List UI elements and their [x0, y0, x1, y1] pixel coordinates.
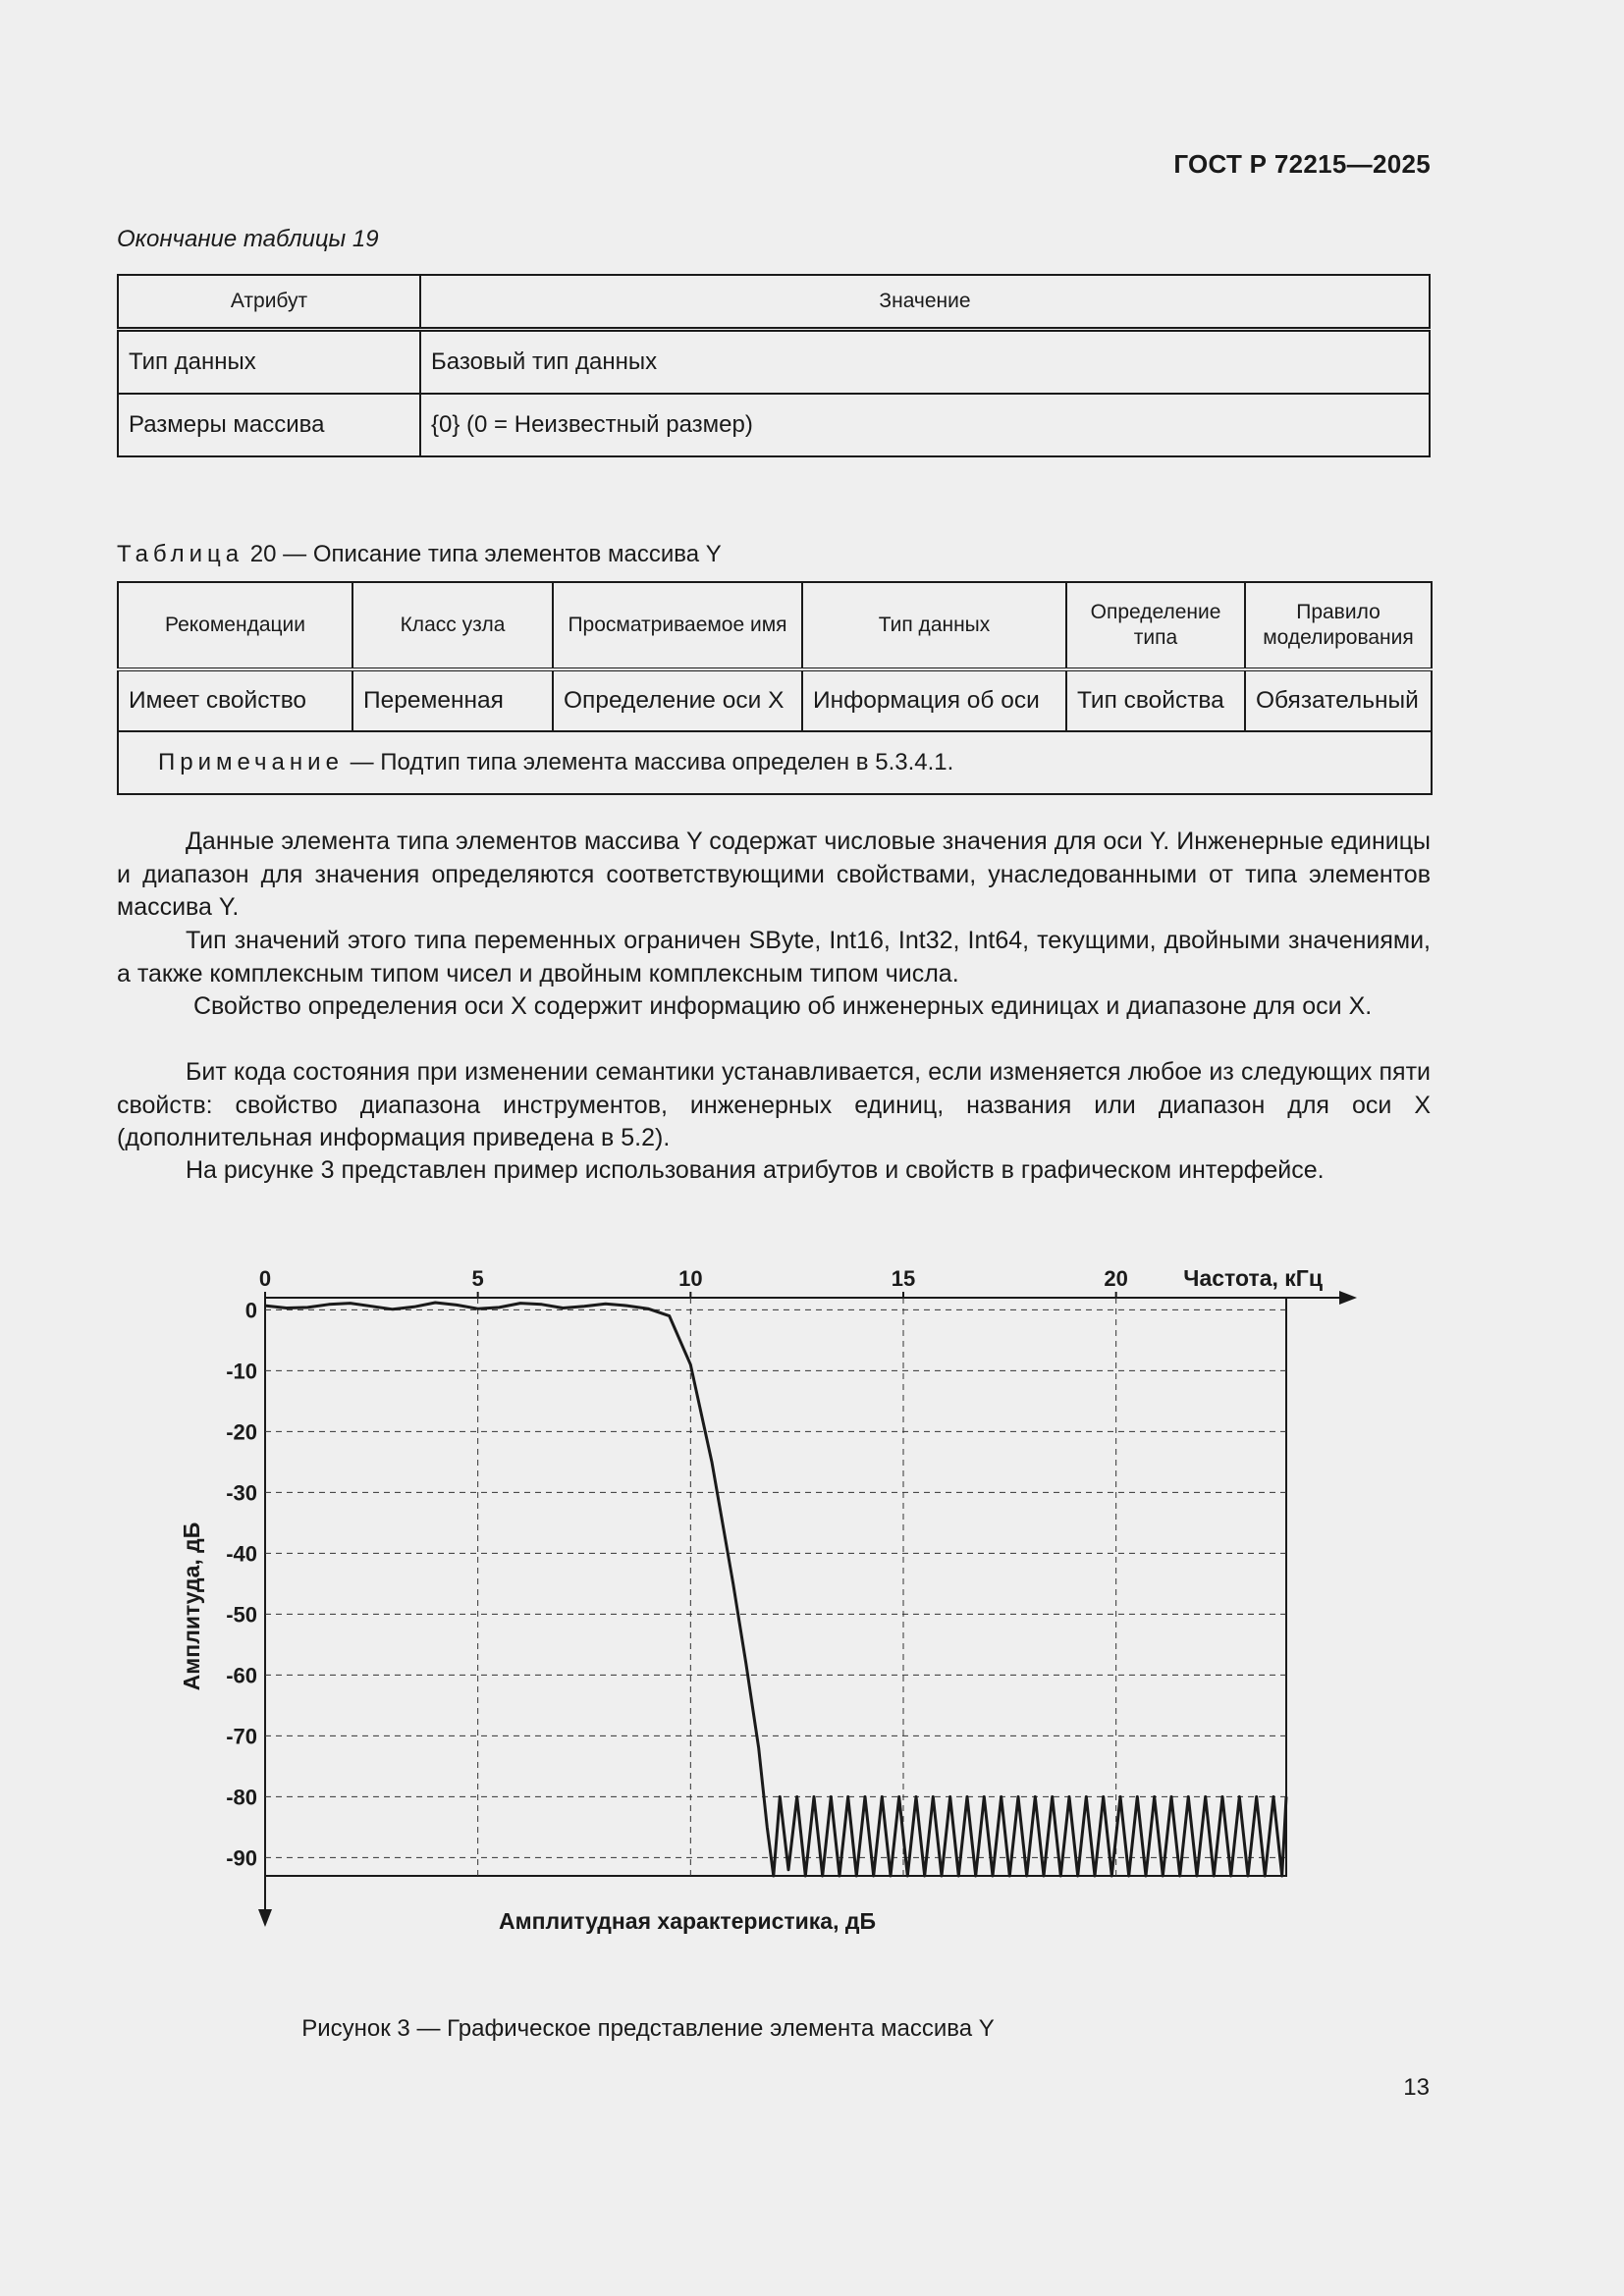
y-tick-label: -80	[226, 1785, 257, 1810]
table-20-header: Определение типа	[1066, 582, 1245, 669]
table-cell: {0} (0 = Неизвестный размер)	[420, 394, 1430, 456]
y-tick-label: -60	[226, 1663, 257, 1688]
table-19-header-attribute: Атрибут	[118, 275, 420, 330]
table-20-title	[117, 541, 722, 568]
table-20-header: Рекомендации	[118, 582, 352, 669]
table-20-note-text: — Подтип типа элемента массива определен в 5.3.4.1.	[343, 749, 954, 775]
table-cell: Тип данных	[118, 330, 420, 395]
body-paragraph-1: Данные элемента типа элементов массива Y содержат числовые значения для оси Y. Инженерные единицы и диапазон для значения определяются соответствующими свойствами, унаследованными от типа элементов массива Y.	[117, 828, 1431, 921]
table-cell: Определение оси X	[553, 669, 802, 731]
body-paragraph-5: На рисунке 3 представлен пример использования атрибутов и свойств в графическом интерфейсе.	[186, 1156, 1325, 1184]
table-row	[118, 330, 1430, 395]
body-paragraph-3: Свойство определения оси X содержит информацию об инженерных единицах и диапазоне для оси X.	[193, 992, 1373, 1020]
x-axis-arrow	[1339, 1291, 1357, 1305]
page-number: 13	[1403, 2074, 1430, 2101]
table-cell: Имеет свойство	[118, 669, 352, 731]
table-20-title-word: Таблица	[117, 541, 244, 567]
amplitude-response-chart	[167, 1256, 1384, 1963]
document-header: ГОСТ Р 72215—2025	[1173, 149, 1431, 179]
table-20-header: Класс узла	[352, 582, 553, 669]
x-tick-label: 0	[258, 1266, 272, 1291]
table-19-continuation-label: Окончание таблицы 19	[117, 226, 379, 252]
y-tick-label: -50	[226, 1602, 257, 1628]
y-tick-label: 0	[244, 1298, 257, 1323]
table-19	[117, 274, 1431, 457]
table-cell: Информация об оси	[802, 669, 1066, 731]
plot-frame	[265, 1298, 1286, 1876]
y-tick-label: -90	[226, 1845, 257, 1871]
y-axis-arrow	[258, 1909, 272, 1927]
body-paragraph-2: Тип значений этого типа переменных ограничен SByte, Int16, Int32, Int64, текущими, двойными значениями, а также комплексным типом чисел и двойным комплексным типом числа.	[117, 927, 1431, 988]
y-tick-label: -30	[226, 1480, 257, 1506]
x-tick-label: 20	[1104, 1266, 1128, 1291]
figure-caption: Рисунок 3 — Графическое представление элемента массива Y	[301, 2015, 995, 2042]
table-20-title-text: 20 — Описание типа элементов массива Y	[249, 541, 722, 567]
series-line	[265, 1303, 1286, 1876]
table-cell: Базовый тип данных	[420, 330, 1430, 395]
table-20-header: Просматриваемое имя	[553, 582, 802, 669]
table-cell: Переменная	[352, 669, 553, 731]
y-tick-label: -70	[226, 1724, 257, 1749]
y-tick-label: -40	[226, 1541, 257, 1567]
table-20-note-word: Примечание	[158, 749, 344, 775]
body-paragraph-4: Бит кода состояния при изменении семантики устанавливается, если изменяется любое из следующих пяти свойств: свойство диапазона инструментов, инженерных единиц, названия или диапазон для оси X (дополнительная информация приведена в 5.2).	[117, 1058, 1431, 1151]
table-20-header: Тип данных	[802, 582, 1066, 669]
y-tick-label: -20	[226, 1419, 257, 1445]
y-axis-label: Амплитуда, дБ	[179, 1522, 204, 1691]
table-cell: Размеры массива	[118, 394, 420, 456]
table-19-header-value: Значение	[420, 275, 1430, 330]
x-tick-label: 5	[471, 1266, 484, 1291]
table-row	[118, 669, 1432, 731]
y-tick-label: -10	[226, 1359, 257, 1384]
x-tick-label: 15	[891, 1266, 916, 1291]
table-20-note	[118, 731, 1432, 794]
x-tick-label: 10	[678, 1266, 703, 1291]
x-axis-label: Частота, кГц	[1183, 1265, 1323, 1291]
chart-bottom-label: Амплитудная характеристика, дБ	[498, 1908, 877, 1934]
table-20	[117, 581, 1433, 795]
table-row	[118, 394, 1430, 456]
table-20-header: Правило моделирования	[1245, 582, 1432, 669]
table-cell: Тип свойства	[1066, 669, 1245, 731]
table-cell: Обязательный	[1245, 669, 1432, 731]
